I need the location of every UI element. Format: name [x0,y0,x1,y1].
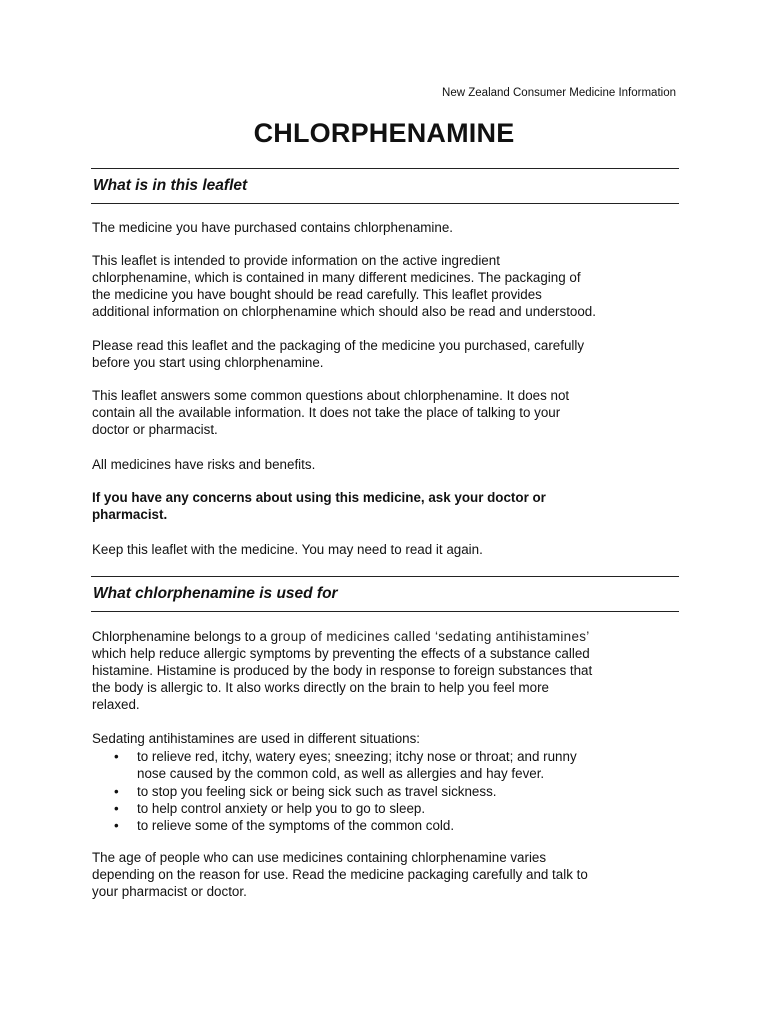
text-line: pharmacist. [92,506,168,522]
text-line: relaxed. [92,696,140,712]
text-line: The age of people who can use medicines containing chlorphenamine varies [92,850,547,865]
paragraph [92,457,682,474]
list-item [92,817,682,834]
paragraph [92,220,682,237]
text-line [92,629,682,646]
list-item [92,783,682,800]
document-title: CHLORPHENAMINE [253,118,515,148]
text-line: to relieve some of the symptoms of the common cold. [137,818,455,834]
text-fragment: roup of medicines called ‘sedating antihistamines’ [278,629,590,644]
section-heading-what-used-for: What chlorphenamine is used for [93,585,338,602]
bullet-icon: • [114,749,119,764]
text-line: nose caused by the common cold, as well as allergies and hay fever. [137,766,545,782]
text-line: The medicine you have purchased contains chlorphenamine. [92,220,454,235]
text-line: This leaflet is intended to provide information on the active ingredient [92,253,500,268]
document-header-note: New Zealand Consumer Medicine Information [442,87,676,99]
text-line: to help control anxiety or help you to go to sleep. [137,800,426,816]
bullet-icon: • [114,800,119,816]
text-line: which help reduce allergic symptoms by preventing the effects of a substance called [92,645,590,661]
text-line: Please read this leaflet and the packaging of the medicine you purchased, carefully [92,338,585,353]
text-fragment: Chlorphenamine belongs to a g [92,629,279,644]
paragraph [92,850,682,901]
text-line: to relieve red, itchy, watery eyes; sneezing; itchy nose or throat; and runny [137,749,577,764]
bullet-icon: • [114,818,119,834]
text-line: doctor or pharmacist. [92,421,218,437]
paragraph [92,388,682,439]
section-heading-what-is-in-leaflet: What is in this leaflet [93,177,248,194]
text-line: All medicines have risks and benefits. [92,457,316,472]
section-heading-box [91,576,679,612]
section-heading-box [91,168,679,204]
bullet-icon: • [114,783,119,799]
text-line: histamine. Histamine is produced by the body in response to foreign substances that [92,662,593,678]
text-line: additional information on chlorphenamine which should also be read and understood. [92,303,596,319]
list-item [92,748,682,783]
paragraph [92,542,682,559]
text-line: your pharmacist or doctor. [92,883,247,899]
paragraph [92,338,682,372]
text-line: the body is allergic to. It also works directly on the brain to help you feel more [92,679,550,695]
list-item [92,800,682,817]
bullet-list [92,748,682,834]
text-line: depending on the reason for use. Read the medicine packaging carefully and talk to [92,866,588,882]
text-line: Sedating antihistamines are used in different situations: [92,731,421,746]
paragraph [92,629,682,714]
text-line: chlorphenamine, which is contained in many different medicines. The packaging of [92,269,581,285]
text-line: to stop you feeling sick or being sick such as travel sickness. [137,783,497,799]
text-line: before you start using chlorphenamine. [92,354,324,370]
text-line: If you have any concerns about using this medicine, ask your doctor or [92,490,546,505]
text-line: the medicine you have bought should be read carefully. This leaflet provides [92,286,542,302]
text-line: contain all the available information. It does not take the place of talking to your [92,404,561,420]
text-line: Keep this leaflet with the medicine. You may need to read it again. [92,542,483,557]
paragraph-bold-advice [92,490,682,524]
list-intro [92,731,682,748]
text-line: This leaflet answers some common questions about chlorphenamine. It does not [92,388,570,403]
paragraph [92,253,682,321]
